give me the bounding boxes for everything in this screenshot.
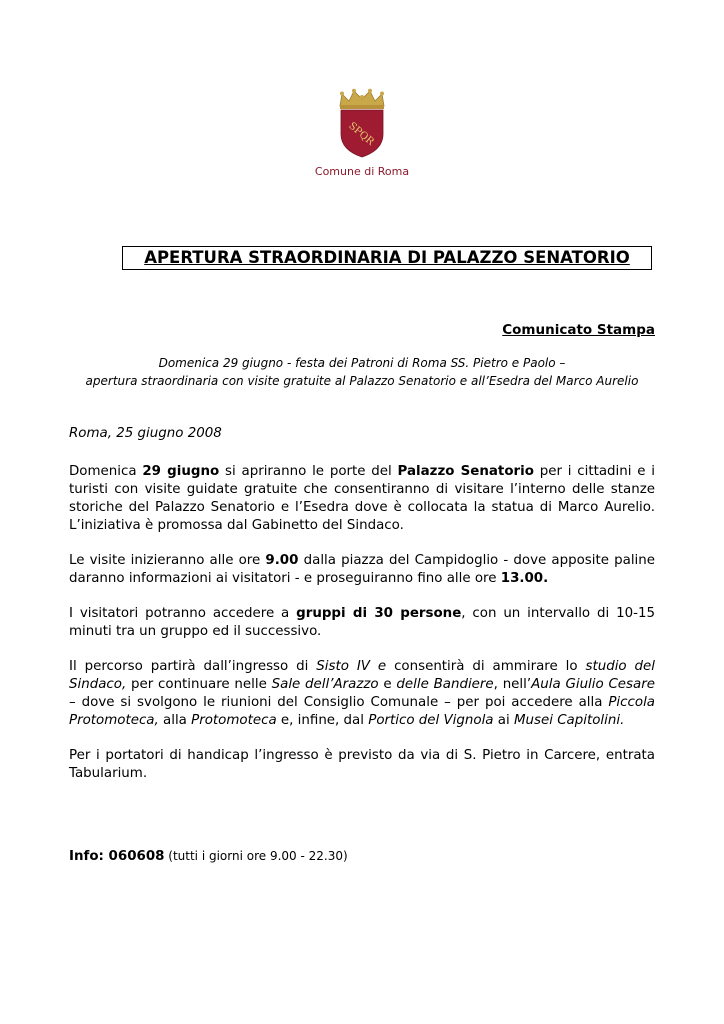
p1-palazzo-bold: Palazzo Senatorio [397,464,534,479]
p2-text: Le visite inizieranno alle ore [69,553,266,568]
p4-text: consentirà di ammirare lo [386,659,586,674]
paragraph-2 [69,552,655,588]
p1-text: per i cittadini e i turisti con visite guidate gratuite che consentiranno di visitare l’interno delle stanze storiche del Palazzo Senatorio e l’Esedra dove è collocata la statua di Marco Aurelio. L’iniziativa è promossa dal Gabinetto del Sindaco. [69,464,656,533]
p4-text: – dove si svolgono le riunioni del Consiglio Comunale – per poi accedere alla [69,695,609,710]
p4-text: alla [158,713,192,728]
p4-text: e [378,677,397,692]
p3-text: I visitatori potranno accedere a [69,606,297,621]
paragraph-1 [69,463,655,535]
p1-text: Domenica [69,464,143,479]
p2-start-time-bold: 9.00 [265,553,299,568]
subtitle-line-1: Domenica 29 giugno - festa dei Patroni di Roma SS. Pietro e Paolo – [158,356,566,370]
crown-icon [340,89,384,109]
p1-text: si apriranno le porte del [219,464,398,479]
p2-end-time-bold: 13.00. [500,571,549,586]
p4-italic: Sisto IV e [316,659,387,674]
p4-italic: Piccola Protomoteca, [69,695,655,728]
p4-text: Il percorso partirà dall’ingresso di [69,659,317,674]
paragraph-4 [69,658,655,730]
subtitle [69,354,655,390]
info-phone: Info: 060608 [69,849,165,864]
p2-text: dalla piazza del Campidoglio - dove apposite paline daranno informazioni ai visitatori - e proseguiranno fino alle ore [69,553,655,586]
press-release-label: Comunicato Stampa [502,322,655,338]
document-title: APERTURA STRAORDINARIA DI PALAZZO SENATORIO [122,246,652,270]
p1-date-bold: 29 giugno [142,464,220,479]
org-name: Comune di Roma [314,165,410,178]
shield-icon [341,110,383,157]
p4-italic: Portico del Vignola [368,713,494,728]
body-text [69,425,655,800]
p4-text: , nell’ [493,677,532,692]
p4-text: e, infine, dal [276,713,369,728]
p4-italic: delle Bandiere [396,677,494,692]
p4-italic: Sale dell’Arazzo [271,677,379,692]
p4-italic: Musei Capitolini. [513,713,625,728]
p4-italic: Protomoteca [191,713,277,728]
p4-text: per continuare nelle [126,677,272,692]
subtitle-line-2: apertura straordinaria con visite gratuite al Palazzo Senatorio e all’Esedra del Marco Aurelio [85,374,639,388]
p3-text: , con un intervallo di 10-15 minuti tra un gruppo ed il successivo. [69,606,655,639]
comune-di-roma-logo [334,88,390,158]
paragraph-5: Per i portatori di handicap l’ingresso è previsto da via di S. Pietro in Carcere, entrata Tabularium. [69,748,655,781]
info-hours: (tutti i giorni ore 9.00 - 22.30) [164,849,348,863]
p4-italic: Aula Giulio Cesare [531,677,655,692]
svg-text:SPQR: SPQR [346,120,376,148]
p3-groups-bold: gruppi di 30 persone [296,606,462,621]
info-line [69,847,348,866]
dateline: Roma, 25 giugno 2008 [69,426,222,441]
p4-text: ai [493,713,514,728]
paragraph-3 [69,605,655,641]
p4-italic: studio del Sindaco, [69,659,656,692]
